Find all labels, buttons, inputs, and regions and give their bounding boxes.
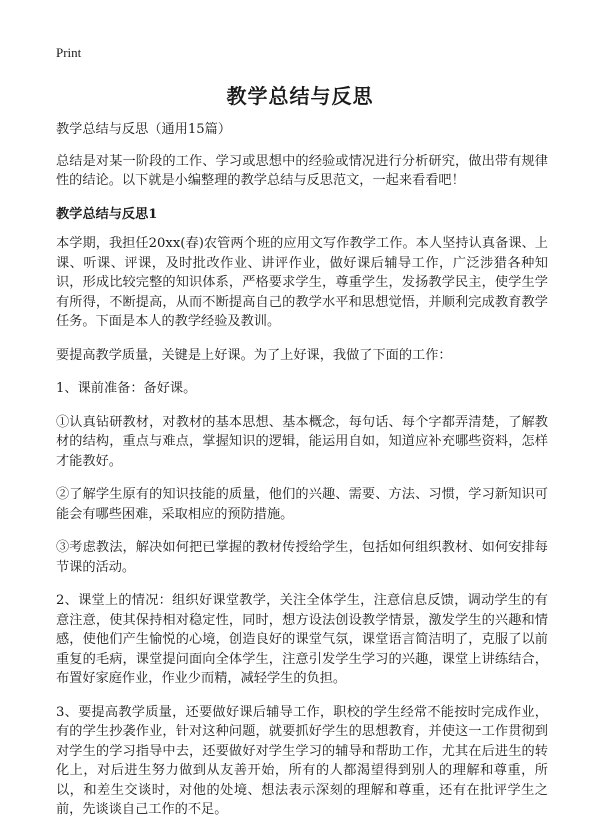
body-paragraph: 本学期，我担任20xx(春)农管两个班的应用文写作教学工作。本人坚持认真备课、上课、听课、评课，及时批改作业、讲评作业，做好课后辅导工作，广泛涉猎各种知识，形成比较完整的知识体系，严格要求学生，尊重学生，发扬教学民主，使学生学有所得，不断提高，从而不断提高自己的教学水平和思想觉悟，并顺利完成教育教学任务。下面是本人的教学经验及教训。: [56, 236, 548, 329]
section-heading: 教学总结与反思1: [56, 206, 158, 222]
body-paragraph: 2、课堂上的情况：组织好课堂教学，关注全体学生，注意信息反馈，调动学生的有意注意，使其保持相对稳定性，同时，想方设法创设教学情景，激发学生的兴趣和情感，使他们产生愉悦的心境，创造良好的课堂气氛，课堂语言简洁明了，克服了以前重复的毛病，课堂提问面向全体学生，注意引发学生学习的兴趣，课堂上讲练结合，布置好家庭作业，作业少而精，减轻学生的负担。: [56, 593, 548, 686]
body-paragraph: ①认真钻研教材，对教材的基本思想、基本概念，每句话、每个字都弄清楚，了解教材的结构，重点与难点，掌握知识的逻辑，能运用自如，知道应补充哪些资料，怎样才能教好。: [56, 414, 548, 469]
page-title: 教学总结与反思: [226, 84, 374, 108]
intro-paragraph: 总结是对某一阶段的工作、学习或思想中的经验或情况进行分析研究，做出带有规律性的结论。以下就是小编整理的教学总结与反思范文，一起来看看吧！: [56, 153, 548, 188]
body-paragraph: ③考虑教法，解决如何把已掌握的教材传授给学生，包括如何组织教材、如何安排每节课的活动。: [56, 540, 548, 575]
document-body: [56, 120, 548, 834]
body-paragraph: 要提高教学质量，关键是上好课。为了上好课，我做了下面的工作：: [56, 347, 452, 363]
print-link[interactable]: Print: [56, 45, 82, 60]
body-paragraph: 1、课前准备：备好课。: [56, 381, 197, 396]
document-subtitle: 教学总结与反思（通用15篇）: [56, 122, 232, 137]
body-paragraph: 3、要提高教学质量，还要做好课后辅导工作，职校的学生经常不能按时完成作业，有的学生抄袭作业，针对这种问题，就要抓好学生的思想教育，并使这一工作贯彻到对学生的学习指导中去，还要做好对学生学习的辅导和帮助工作，尤其在后进生的转化上，对后进生努力做到从友善开始，所有的人都渴望得到别人的理解和尊重，所以，和差生交谈时，对他的处境、想法表示深刻的理解和尊重，还有在批评学生之前，先谈谈自己工作的不足。: [56, 704, 548, 817]
body-paragraph: ②了解学生原有的知识技能的质量，他们的兴趣、需要、方法、习惯，学习新知识可能会有哪些困难，采取相应的预防措施。: [56, 487, 548, 522]
